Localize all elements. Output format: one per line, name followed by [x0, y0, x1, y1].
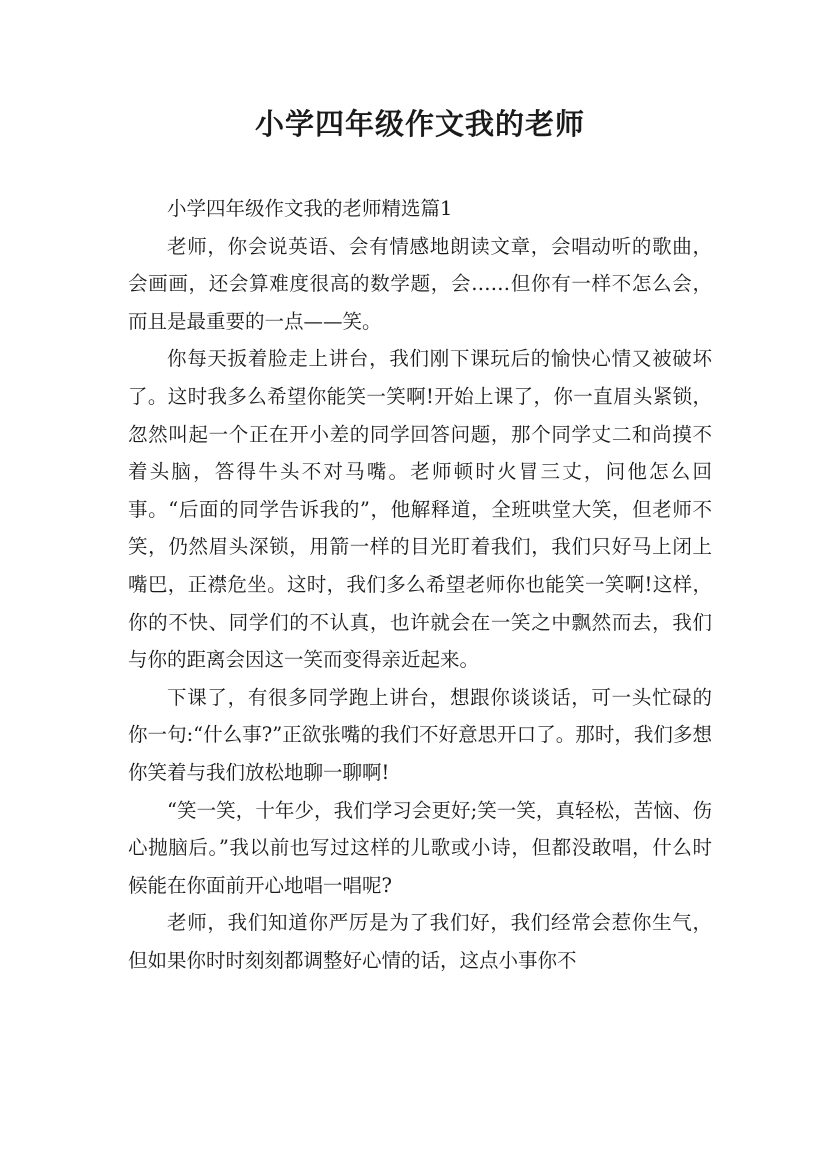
document-body [128, 190, 712, 979]
paragraph: “笑一笑，十年少，我们学习会更好;笑一笑，真轻松，苦恼、伤心抛脑后。”我以前也写过这样的儿歌或小诗，但都没敢唱，什么时候能在你面前开心地唱一唱呢? [128, 798, 712, 897]
paragraph: 老师，我们知道你严厉是为了我们好，我们经常会惹你生气，但如果你时时刻刻都调整好心情的话，这点小事你不 [128, 911, 712, 972]
paragraph-subtitle: 小学四年级作文我的老师精选篇1 [167, 197, 453, 220]
document-title: 小学四年级作文我的老师 [254, 107, 585, 141]
paragraph: 下课了，有很多同学跑上讲台，想跟你谈谈话，可一头忙碌的你一句:“什么事?”正欲张嘴的我们不好意思开口了。那时，我们多想你笑着与我们放松地聊一聊啊! [128, 685, 712, 784]
paragraph: 你每天扳着脸走上讲台，我们刚下课玩后的愉快心情又被破坏了。这时我多么希望你能笑一笑啊!开始上课了，你一直眉头紧锁，忽然叫起一个正在开小差的同学回答问题，那个同学丈二和尚摸不着头脑，答得牛头不对马嘴。老师顿时火冒三丈，问他怎么回事。“后面的同学告诉我的”，他解释道，全班哄堂大笑，但老师不笑，仍然眉头深锁，用箭一样的目光盯着我们，我们只好马上闭上嘴巴，正襟危坐。这时，我们多么希望老师你也能笑一笑啊!这样，你的不快、同学们的不认真，也许就会在一笑之中飘然而去，我们与你的距离会因这一笑而变得亲近起来。 [128, 347, 712, 672]
paragraph: 老师，你会说英语、会有情感地朗读文章，会唱动听的歌曲，会画画，还会算难度很高的数学题，会……但你有一样不怎么会，而且是最重要的一点——笑。 [128, 234, 712, 333]
